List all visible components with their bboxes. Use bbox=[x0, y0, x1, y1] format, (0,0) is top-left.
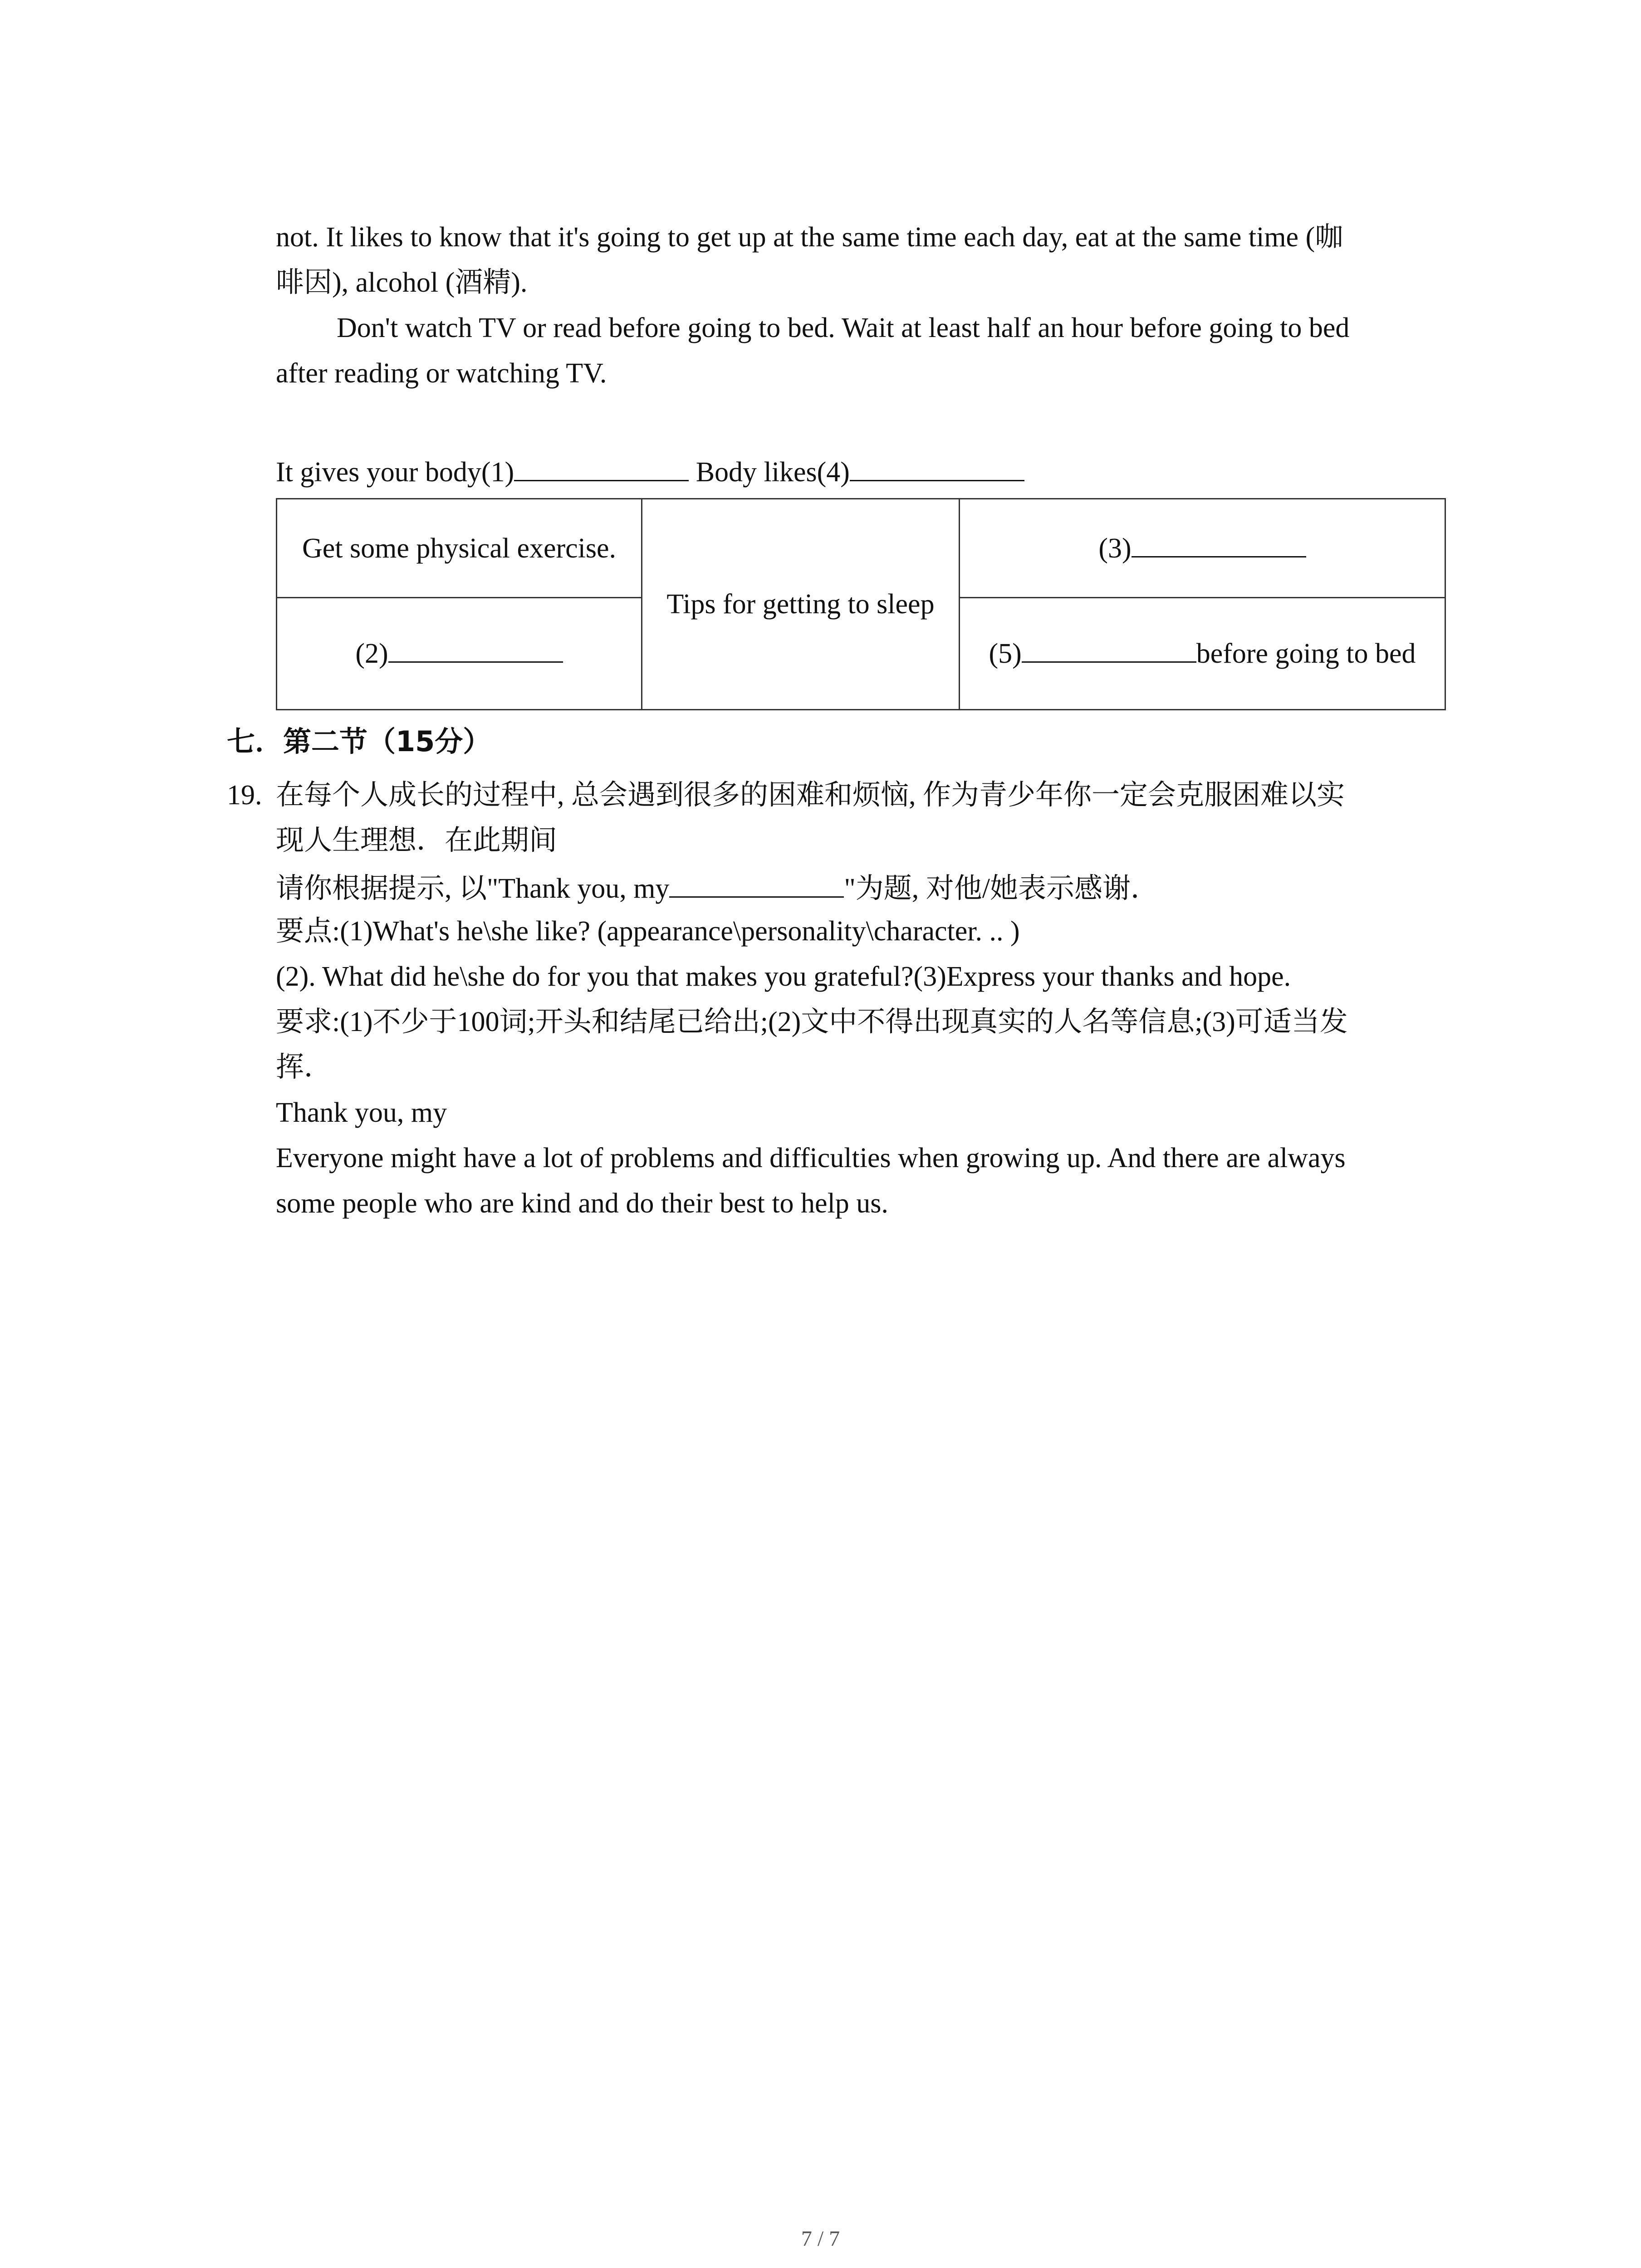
question-line: 在每个人成长的过程中, 总会遇到很多的困难和烦恼, 作为青少年你一定会克服困难以实 bbox=[276, 780, 1345, 811]
question-line: 挥． bbox=[276, 1052, 333, 1083]
answer-blank bbox=[514, 454, 689, 481]
diagram-caption bbox=[276, 454, 1024, 488]
question-line: 现人生理想．在此期间 bbox=[276, 825, 558, 856]
essay-line: Everyone might have a lot of problems and difficulties when growing up. And there are always bbox=[276, 1143, 1346, 1173]
answer-blank bbox=[388, 635, 563, 663]
passage-line: not. It likes to know that it's going to get up at the same time each day, eat at the same time (咖 bbox=[276, 222, 1343, 253]
section-heading: 七．第二节（15分） bbox=[227, 725, 491, 758]
passage-line: after reading or watching TV. bbox=[276, 358, 607, 389]
answer-blank bbox=[1132, 530, 1306, 557]
passage-line: Don't watch TV or read before going to bed. Wait at least half an hour before going to bed bbox=[337, 313, 1350, 343]
question-line bbox=[276, 870, 1159, 904]
question-line: 要求:(1)不少于100词;开头和结尾已给出;(2)文中不得出现真实的人名等信息;(3)可适当发 bbox=[276, 1007, 1348, 1037]
answer-blank bbox=[1022, 635, 1196, 663]
passage-line: 啡因), alcohol (酒精). bbox=[276, 267, 528, 298]
tips-diagram bbox=[276, 498, 1446, 710]
essay-title: Thank you, my bbox=[276, 1097, 447, 1128]
cell-bottom-right: (5) before going to bed bbox=[960, 598, 1445, 710]
question-line: (2). What did he\she do for you that makes you grateful?(3)Express your thanks and hope. bbox=[276, 961, 1291, 992]
cell-top-left: Get some physical exercise. bbox=[277, 499, 642, 598]
prompt-prefix: 请你根据提示, 以"Thank you, my bbox=[276, 873, 670, 904]
caption-left: It gives your body(1) bbox=[276, 457, 514, 488]
essay-line: some people who are kind and do their best to help us. bbox=[276, 1188, 888, 1219]
question-line: 要点:(1)What's he\she like? (appearance\personality\character. .. ) bbox=[276, 916, 1020, 947]
prompt-suffix: "为题, 对他/她表示感谢． bbox=[844, 873, 1159, 904]
cell-center: Tips for getting to sleep bbox=[642, 499, 960, 710]
caption-right: Body likes(4) bbox=[696, 457, 850, 488]
cell-bottom-left: (2) bbox=[277, 598, 642, 710]
answer-blank bbox=[850, 454, 1024, 481]
question-number: 19. bbox=[227, 780, 262, 811]
cell-top-right: (3) bbox=[960, 499, 1445, 598]
answer-blank bbox=[669, 870, 844, 898]
page-number: 7 / 7 bbox=[801, 2227, 840, 2251]
